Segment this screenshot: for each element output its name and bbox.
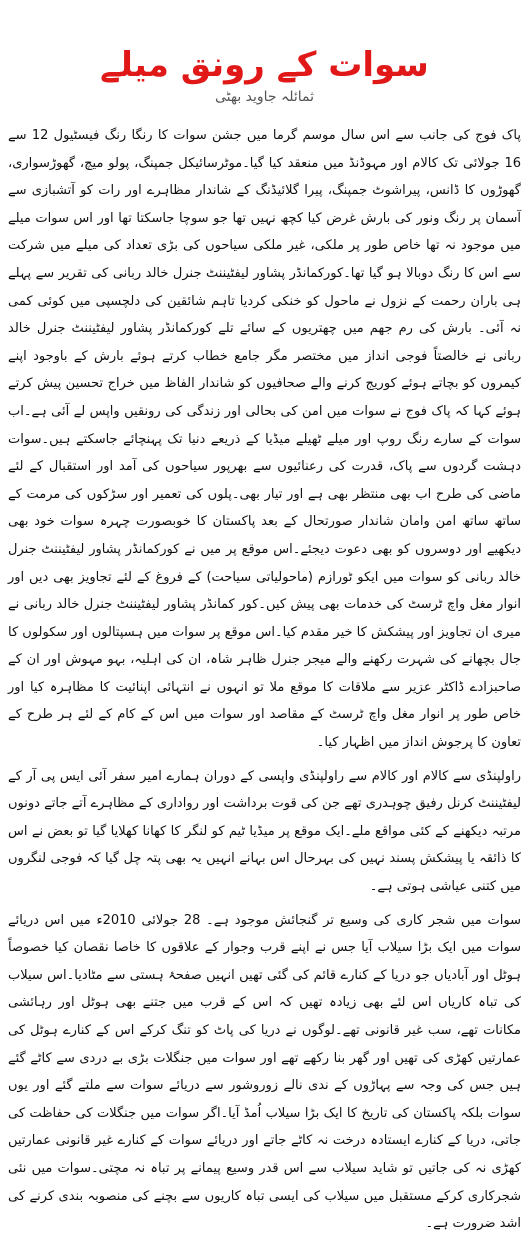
article-title: سوات کے رونق میلے xyxy=(100,44,429,85)
author-byline: ثمائلہ جاوید بھٹی xyxy=(214,89,315,105)
article-body xyxy=(8,122,521,1244)
paragraph: سوات میں شجر کاری کی وسیع تر گنجائش موجود ہے۔ 28 جولائی 2010ء میں اس دریائے سوات میں ایک بڑا سیلاب آیا جس نے اپنے قرب وجوار کے علاقوں کا خاصا نقصان کیا خصوصاً ہوٹل اور آبادیاں جو دریا کے کنارے قائم کی گئی تھیں انہیں صفحۂ ہستی سے مٹادیا۔اس سیلاب کی تباہ کاریاں اس لئے بھی زیادہ تھیں کہ اس کے قرب میں جتنے بھی ہوٹل اور رہائشی مکانات تھے، سب غیر قانونی تھے۔لوگوں نے دریا کی پاٹ کو تنگ کرکے اس کے کنارے ہوٹل کی عمارتیں کھڑی کی تھیں اور گھر بنا رکھے تھے اور سوات میں جنگلات بڑی بے دردی سے کاٹے گئے ہیں جس کی وجہ سے پہاڑوں کے ندی نالے زوروشور سے دریائے سوات سے ملتے گئے اور یوں سوات بلکہ پاکستان کی تاریخ کا ایک بڑا سیلاب اُمڈ آیا۔اگر سوات میں جنگلات کی حفاظت کی جاتی، دریا کے کنارے ایستادہ درخت نہ کاٹے جاتے اور دریائے سوات کے کنارے غیر قانونی عمارتیں کھڑی نہ کی جاتیں تو شاید سیلاب سے اس قدر وسیع پیمانے پر تباہ نہ مچتی۔سوات میں نئی شجرکاری کرکے مستقبل میں سیلاب کی ایسی تباہ کاریوں سے بچنے کی منصوبہ بندی کرنے کی اشد ضرورت ہے۔ xyxy=(8,912,522,1232)
paragraph: راولپنڈی سے کالام اور کالام سے راولپنڈی واپسی کے دوران ہمارے امیر سفر آئی ایس پی آر کے لیفٹیننٹ کرنل رفیق چوہدری تھے جن کی قوت برداشت اور رواداری کے مظاہرے آتے جاتے دونوں مرتبہ دیکھنے کے کئی مواقع ملے۔ایک موقع پر میڈیا ٹیم کو لنگر کا کھانا کھلایا گیا تو بعض نے اس کا ذائقہ یا پیشکش پسند نہیں کی بہرحال اس بہانے انہیں یہ بھی پتہ چل گیا کہ فوجی لنگروں میں کتنی عیاشی ہوتی ہے۔ xyxy=(8,768,521,895)
paragraph: پاک فوج کی جانب سے اس سال موسم گرما میں جشن سوات کا رنگا رنگ فیسٹیول 12 سے 16 جولائی تک کالام اور مہوڈنڈ میں منعقد کیا گیا۔موٹرسائیکل جمپنگ، پولو میچ، گھوڑسواری، گھوڑوں کا ڈانس، پیراشوٹ جمپنگ، پیرا گلائیڈنگ کے شاندار مظاہرے اور رات کو آتشبازی سے آسمان پر رنگ ونور کی بارش غرض کیا کچھ نہیں تھا جو سوچا جاسکتا تھا اور اس سوات میلے میں موجود نہ تھا خاص طور پر ملکی، غیر ملکی سیاحوں کی بڑی تعداد کی میلے میں شرکت سے اس کا رنگ دوبالا ہو گیا تھا۔کورکمانڈر پشاور لیفٹیننٹ جنرل خالد ربانی کی تقریر سے پہلے ہی باران رحمت کے نزول نے ماحول کو خنکی کردیا تاہم شائقین کی دلچسپی میں کوئی کمی نہ آئی۔ بارش کی رم جھم میں چھتریوں کے سائے تلے کورکمانڈر پشاور لیفٹیننٹ جنرل خالد ربانی نے خالصتاً فوجی انداز میں مختصر مگر جامع خطاب کرتے ہوئے بارش کے باوجود اپنے کیمروں کو بچاتے ہوئے کوریج کرنے والے صحافیوں کو شاندار الفاظ میں خراج تحسین پیش کرتے ہوئے کہا کہ پاک فوج نے سوات میں امن کی بحالی اور زندگی کی رونقیں واپس لے آئی ہے۔اب سوات کے سارے رنگ روپ اور میلے ٹھیلے میڈیا کے ذریعے دنیا تک پہنچائے جاسکتے ہیں۔سوات دہشت گردوں سے پاک، قدرت کی رعنائیوں سے بھرپور سیاحوں کی آمد اور استقبال کے لئے ماضی کی طرح اب بھی منتظر بھی ہے اور تیار بھی۔پلوں کی تعمیر اور سڑکوں کی مرمت کے ساتھ ساتھ امن وامان شاندار صورتحال کے بعد پاکستان کا خوبصورت چہرہ سوات خود بھی دیکھیے اور دوسروں کو بھی دعوت دیجئے۔اس موقع پر میں نے کورکمانڈر پشاور لیفٹیننٹ جنرل خالد ربانی کو سوات میں ایکو ٹورازم (ماحولیاتی سیاحت) کے فروغ کے لئے تجاویز بھی دیں اور انوار مغل واچ ٹرسٹ کی خدمات بھی پیش کیں۔کور کمانڈر پشاور لیفٹیننٹ جنرل خالد ربانی نے میری ان تجاویز اور پیشکش کا خیر مقدم کیا۔اس موقع پر سوات میں ہسپتالوں اور سکولوں کا جال بچھانے کی شہرت رکھنے والے میجر جنرل ظاہر شاہ، ان کی اہلیہ، بہو مہوش اور ان کے صاحبزادے ڈاکٹر عزیر سے ملاقات کا موقع ملا تو انہوں نے انتہائی اپنائیت کا مظاہرہ کیا اور خاص طور پر انوار مغل واچ ٹرسٹ کے مقاصد اور سوات میں اس کے کام کے لئے ہر طرح کے تعاون کا پرجوش انداز میں اظہار کیا۔ xyxy=(8,128,521,751)
